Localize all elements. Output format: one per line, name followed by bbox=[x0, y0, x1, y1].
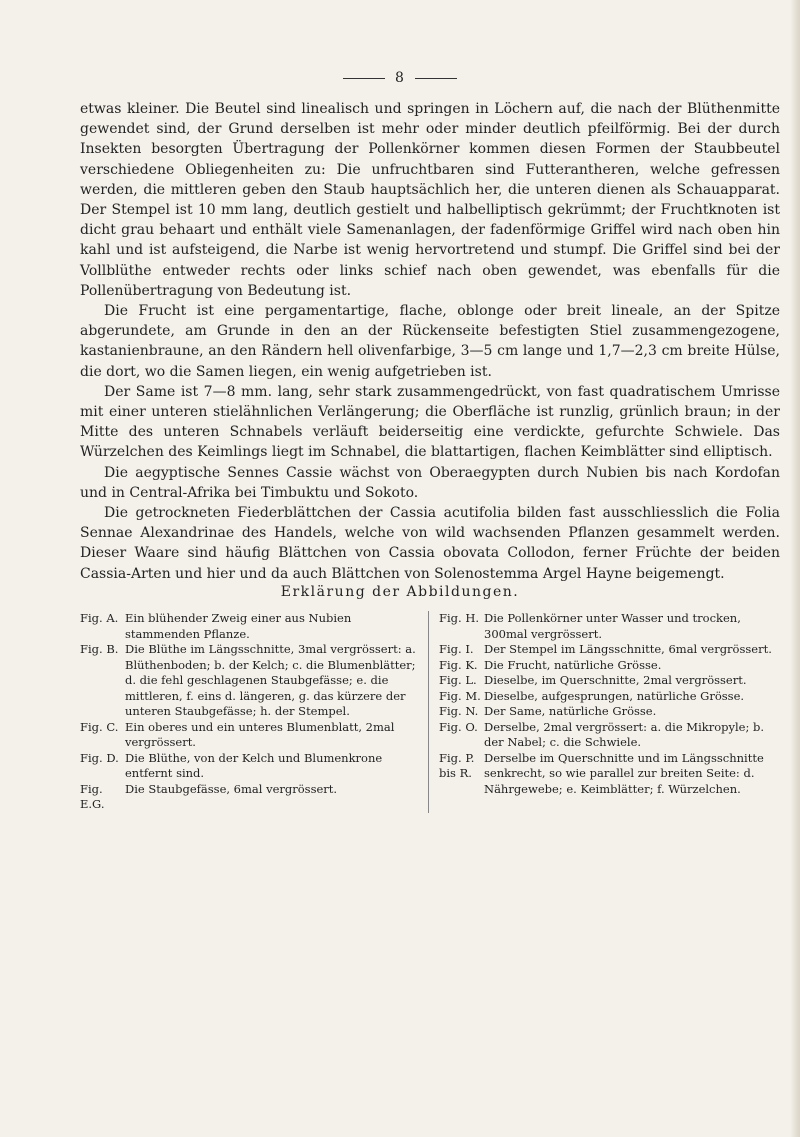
legend-key: Fig. B. bbox=[80, 642, 119, 656]
legend-text: Ein blühender Zweig einer aus Nubien stammenden Pflanze. bbox=[125, 611, 352, 641]
legend-key: Fig. D. bbox=[80, 750, 119, 765]
legend-entry bbox=[439, 689, 778, 705]
legend-entry bbox=[439, 720, 778, 751]
page-number: 8 bbox=[395, 70, 405, 86]
legend-text: Dieselbe, im Querschnitte, 2mal vergrössert. bbox=[484, 673, 747, 687]
paragraph-2: Die Frucht ist eine pergamentartige, flache, oblonge oder breit lineale, an der Spitze abgerundete, am Grunde in den an der Rückenseite befestigten Stiel zusammengezogene, kastanienbraune, an den Rändern hell olivenfarbige, 3—5 cm lange und 1,7—2,3 cm breite Hülse, die dort, wo die Samen liegen, ein wenig aufgetrieben ist. bbox=[80, 303, 780, 380]
page-number-line bbox=[0, 70, 800, 86]
legend-entry bbox=[439, 751, 778, 798]
page-edge-shadow bbox=[790, 0, 800, 1137]
legend-key: Fig. P. bis R. bbox=[439, 750, 475, 780]
legend-text: Der Same, natürliche Grösse. bbox=[484, 704, 657, 718]
figure-legend bbox=[80, 611, 780, 813]
legend-text: Die Frucht, natürliche Grösse. bbox=[484, 657, 662, 672]
body-text bbox=[80, 99, 780, 584]
legend-key: Fig. E.G. bbox=[80, 781, 105, 811]
paragraph-3: Der Same ist 7—8 mm. lang, sehr stark zusammengedrückt, von fast quadratischem Umrisse mit einer unteren stielähnlichen Verlängerung; die Oberfläche ist runzlig, grünlich braun; in der Mitte des unteren Schnabels verläuft beiderseitig eine verdickte, gefurchte Schwiele. Das Würzelchen des Keimlings liegt im Schnabel, die blattartigen, flachen Keimblätter sind elliptisch. bbox=[80, 383, 780, 461]
legend-entry bbox=[80, 751, 418, 782]
legend-key: Fig. N. bbox=[439, 704, 479, 718]
legend-text: Derselbe im Querschnitte und im Längsschnitte senkrecht, so wie parallel zur breiten Seite: d. Nährgewebe; e. Keimblätter; f. Würzelchen. bbox=[484, 750, 764, 796]
legend-entry bbox=[80, 611, 418, 642]
legend-text: Die Blüthe, von der Kelch und Blumenkrone entfernt sind. bbox=[125, 750, 383, 780]
caption-title: Erklärung der Abbildungen. bbox=[280, 584, 520, 600]
legend-key: Fig. M. bbox=[439, 688, 481, 703]
legend-entry bbox=[439, 673, 778, 689]
legend-entry bbox=[80, 720, 418, 751]
legend-key: Fig. H. bbox=[439, 611, 480, 625]
legend-key: Fig. K. bbox=[439, 657, 478, 672]
legend-entry bbox=[80, 642, 418, 720]
legend-key: Fig. O. bbox=[439, 719, 478, 734]
legend-right-column bbox=[429, 611, 778, 813]
legend-entry bbox=[439, 658, 778, 674]
legend-key: Fig. A. bbox=[80, 611, 119, 625]
legend-entry bbox=[80, 782, 418, 813]
rule-right bbox=[415, 78, 457, 79]
rule-left bbox=[343, 78, 385, 79]
legend-key: Fig. C. bbox=[80, 719, 119, 734]
paragraph-4: Die aegyptische Sennes Cassie wächst von Oberaegypten durch Nubien bis nach Kordofan und in Central-Afrika bei Timbuktu und Sokoto. bbox=[80, 464, 780, 501]
legend-entry bbox=[439, 704, 778, 720]
legend-text: Der Stempel im Längsschnitte, 6mal vergrössert. bbox=[484, 642, 772, 656]
paragraph-5: Die getrockneten Fiederblättchen der Cassia acutifolia bilden fast ausschliesslich die Folia Sennae Alexandrinae des Handels, welche von wild wachsenden Pflanzen gesammelt werden. Dieser Waare sind häufig Blättchen von Cassia obovata Collodon, ferner Früchte der beiden Cassia-Arten und hier und da auch Blättchen von Solenostemma Argel Hayne beigemengt. bbox=[80, 505, 780, 582]
legend-text: Die Staubgefässe, 6mal vergrössert. bbox=[125, 781, 338, 796]
legend-entry bbox=[439, 642, 778, 658]
legend-text: Die Pollenkörner unter Wasser und trocken, 300mal vergrössert. bbox=[484, 611, 741, 641]
paragraph-1: etwas kleiner. Die Beutel sind linealisch und springen in Löchern auf, die nach der Blüthenmitte gewendet sind, der Grund derselben ist mehr oder minder deutlich pfeilförmig. Bei der durch Insekten besorgten Übertragung der Pollenkörner kommen diesen Formen der Staubbeutel verschiedene Obliegenheiten zu: Die unfruchtbaren sind Futterantheren, welche gefressen werden, die mittleren geben den Staub hauptsächlich her, die unteren dienen als Schauapparat. Der Stempel ist 10 mm lang, deutlich gestielt und halbelliptisch gekrümmt; der Fruchtknoten ist dicht grau behaart und enthält viele Samenanlagen, der fadenförmige Griffel wird nach oben hin kahl und ist aufsteigend, die Narbe ist wenig hervortretend und stumpf. Die Griffel sind bei der Vollblüthe entweder rechts oder links schief nach oben gewendet, was ebenfalls für die Pollenübertragung von Bedeutung ist. bbox=[80, 101, 780, 299]
legend-text: Dieselbe, aufgesprungen, natürliche Grösse. bbox=[484, 688, 745, 703]
legend-text: Ein oberes und ein unteres Blumenblatt, 2mal vergrössert. bbox=[125, 719, 395, 749]
legend-key: Fig. L. bbox=[439, 673, 477, 687]
legend-left-column bbox=[80, 611, 429, 813]
legend-text: Derselbe, 2mal vergrössert: a. die Mikropyle; b. der Nabel; c. die Schwiele. bbox=[484, 719, 765, 749]
legend-key: Fig. I. bbox=[439, 642, 474, 656]
legend-text: Die Blüthe im Längsschnitte, 3mal vergrössert: a. Blüthenboden; b. der Kelch; c. die Blumenblätter; d. die fehl geschlagenen Staubgefässe; e. die mittleren, f. eins d. längeren, g. das kürzere der unteren Staubgefässe; h. der Stempel. bbox=[125, 642, 416, 718]
legend-entry bbox=[439, 611, 778, 642]
